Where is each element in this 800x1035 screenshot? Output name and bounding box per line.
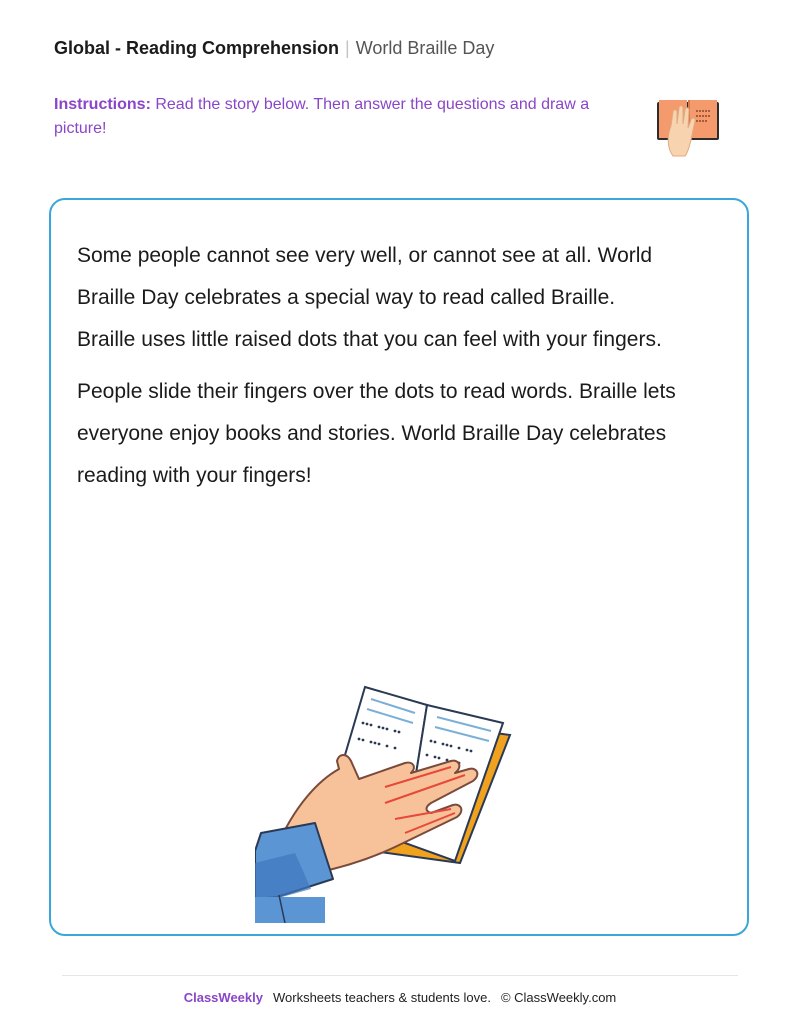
story-text	[77, 235, 677, 507]
footer-brand: ClassWeekly	[183, 990, 263, 1005]
instructions	[54, 93, 614, 141]
page-footer	[0, 990, 800, 1005]
instructions-text: Read the story below. Then answer the questions and draw a picture!	[54, 96, 590, 137]
footer-tagline: Worksheets teachers & students love.	[272, 990, 491, 1005]
story-paragraph-2: People slide their fingers over the dots to read words. Braille lets everyone enjoy books and stories. World Braille Day celebrates reading with your fingers!	[77, 380, 676, 487]
footer-divider	[62, 975, 738, 976]
instructions-label: Instructions:	[54, 96, 151, 113]
footer-copyright: © ClassWeekly.com	[500, 990, 617, 1005]
page-header	[54, 38, 494, 59]
worksheet-subtitle: World Braille Day	[355, 38, 495, 58]
worksheet-title: Global - Reading Comprehension	[54, 38, 340, 58]
title-separator: |	[345, 38, 350, 58]
story-paragraph-1: Some people cannot see very well, or cannot see at all. World Braille Day celebrates a special way to read called Braille. Braille uses little raised dots that you can feel with your fingers.	[77, 244, 662, 351]
braille-book-hand-icon	[655, 96, 721, 158]
hand-reading-braille-book-illustration	[255, 683, 515, 923]
